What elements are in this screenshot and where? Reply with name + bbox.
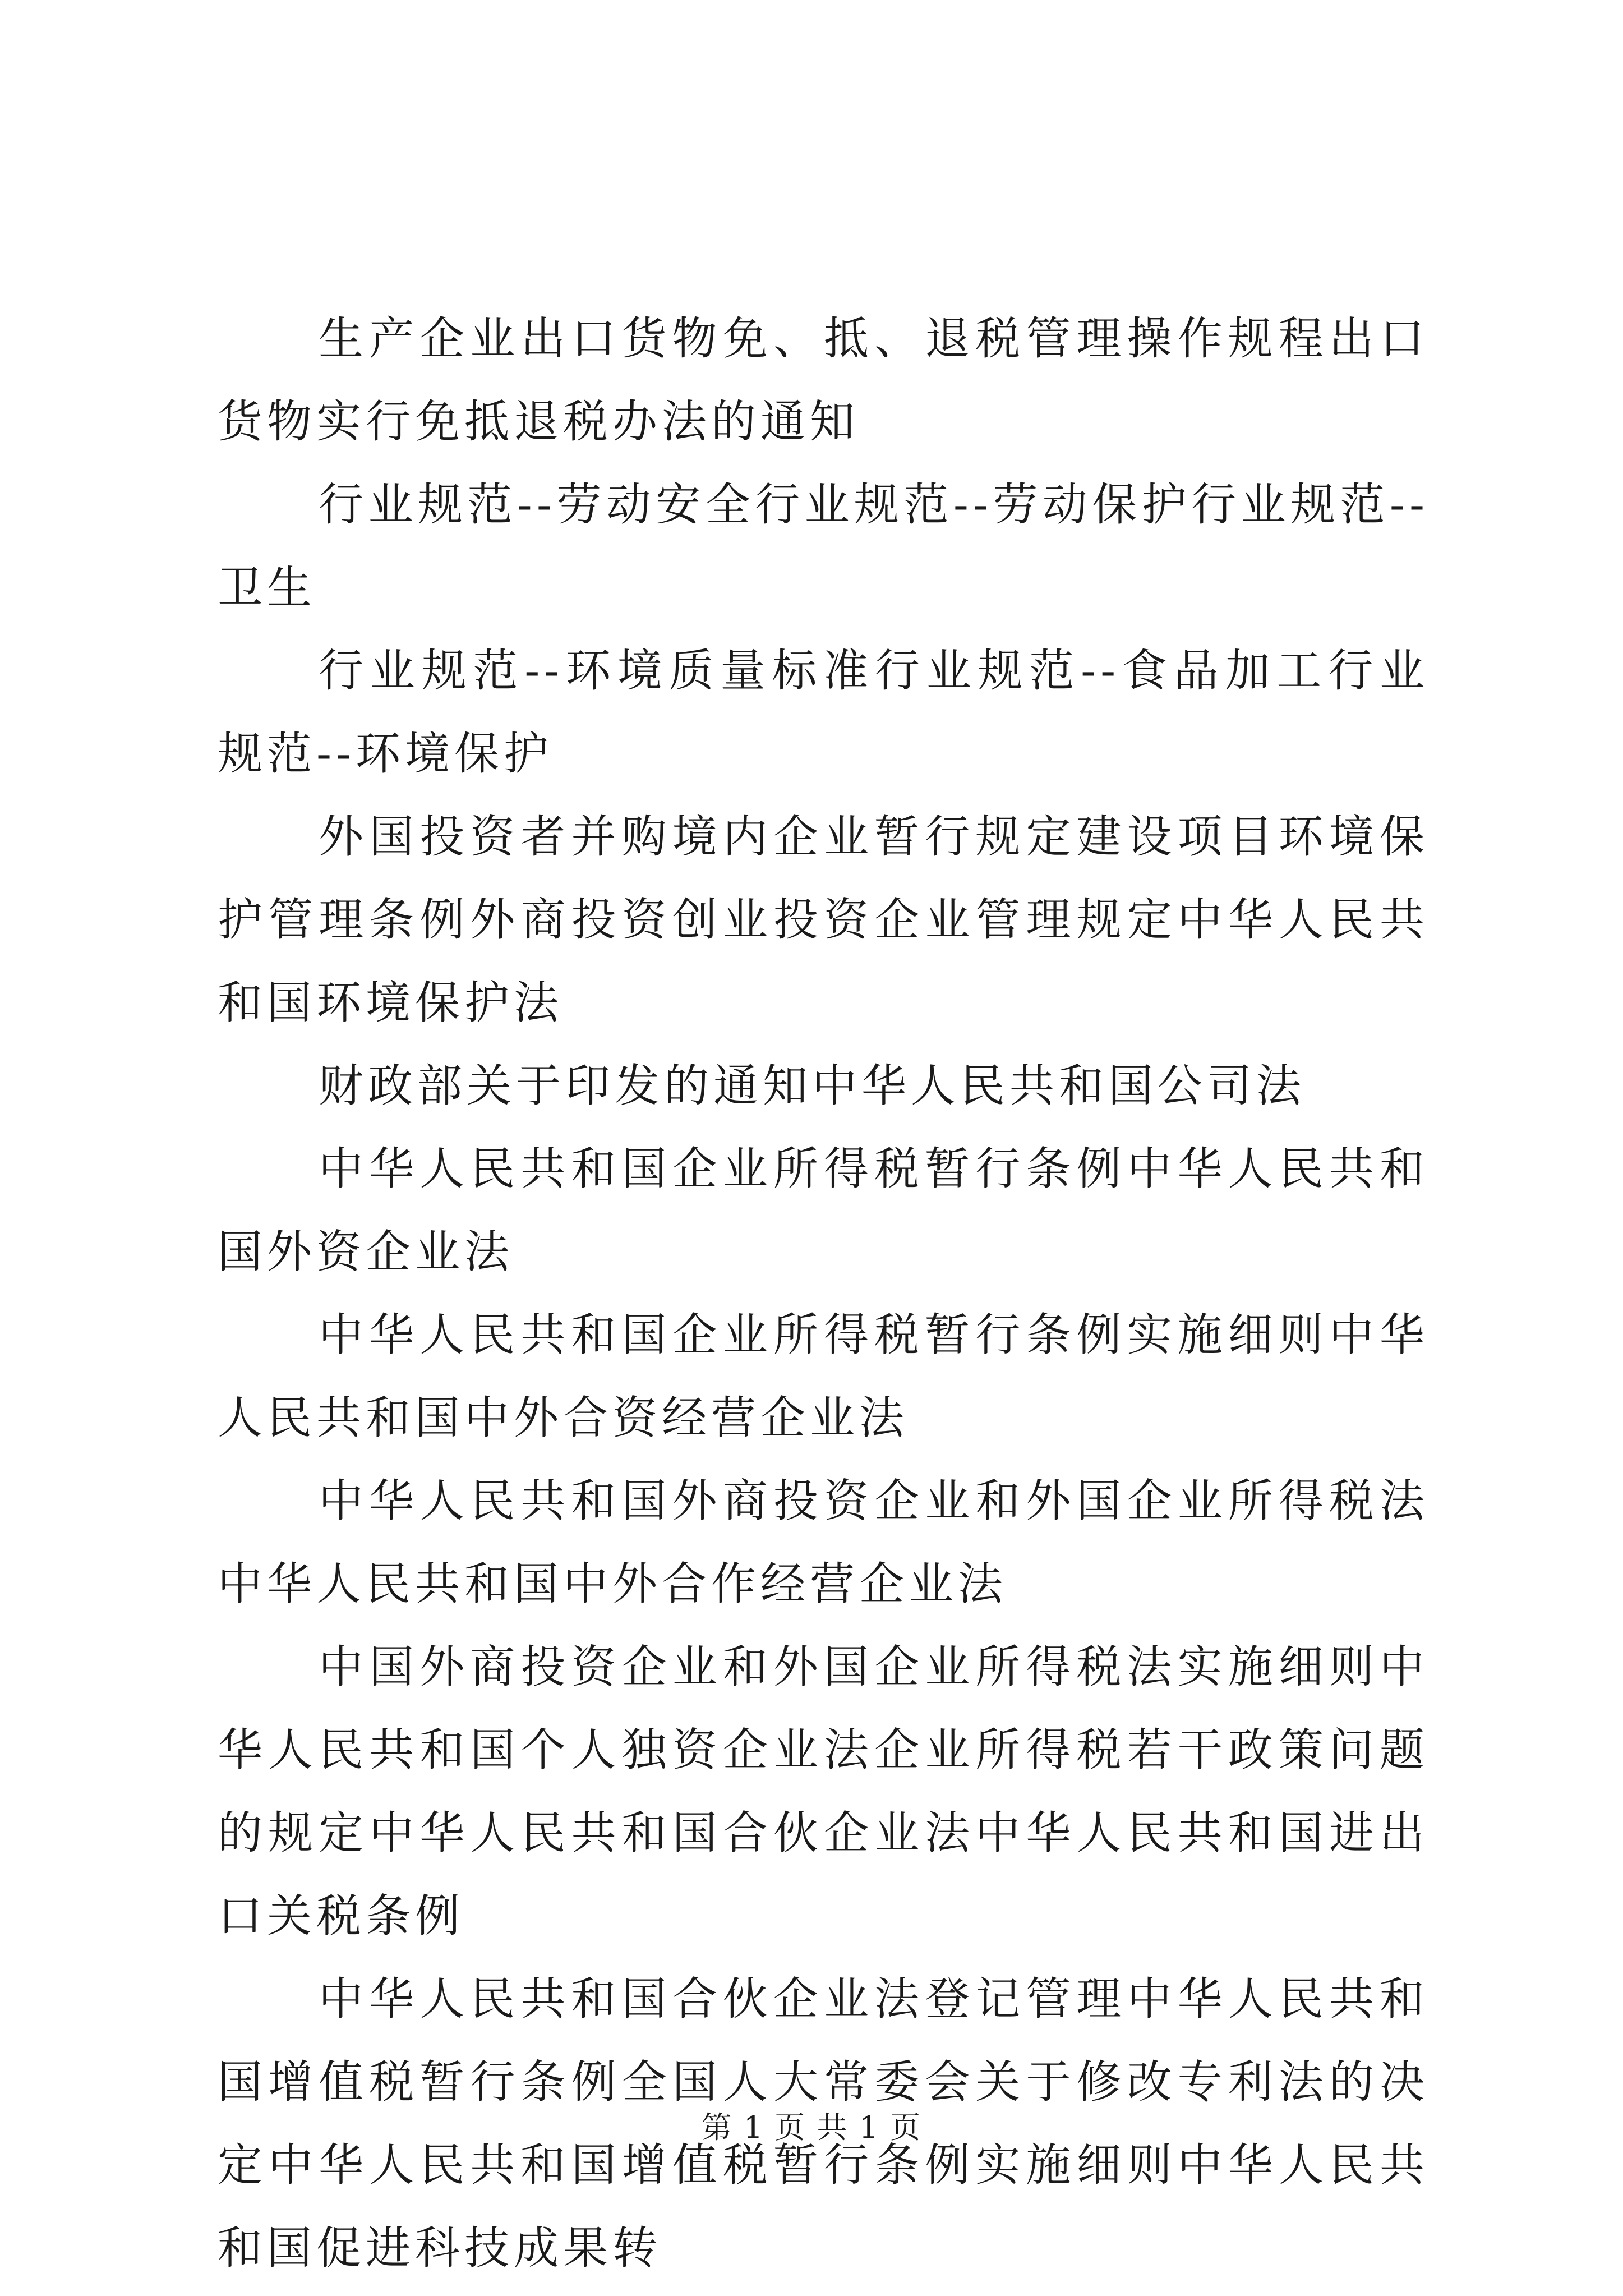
- page-footer: 第 1 页 共 1 页: [701, 2110, 922, 2145]
- paragraph-3: 行业规范--环境质量标准行业规范--食品加工行业规范--环境保护: [218, 645, 1429, 780]
- paragraph-1: 生产企业出口货物免、抵、退税管理操作规程出口货物实行免抵退税办法的通知: [218, 312, 1429, 448]
- paragraph-5: 财政部关于印发的通知中华人民共和国公司法: [319, 1060, 1306, 1112]
- paragraph-2: 行业规范--劳动安全行业规范--劳动保护行业规范--卫生: [218, 478, 1429, 614]
- paragraph-8: 中华人民共和国外商投资企业和外国企业所得税法中华人民共和国中外合作经营企业法: [218, 1475, 1429, 1610]
- paragraph-9: 中国外商投资企业和外国企业所得税法实施细则中华人民共和国个人独资企业法企业所得税若干政策问题的规定中华人民共和国合伙企业法中华人民共和国进出口关税条例: [218, 1641, 1429, 1942]
- paragraph-6: 中华人民共和国企业所得税暂行条例中华人民共和国外资企业法: [218, 1143, 1429, 1278]
- paragraph-7: 中华人民共和国企业所得税暂行条例实施细则中华人民共和国中外合资经营企业法: [218, 1309, 1429, 1444]
- paragraph-4: 外国投资者并购境内企业暂行规定建设项目环境保护管理条例外商投资创业投资企业管理规定中华人民共和国环境保护法: [218, 811, 1429, 1029]
- document-body: [218, 297, 1429, 2290]
- paragraph-10: 中华人民共和国合伙企业法登记管理中华人民共和国增值税暂行条例全国人大常委会关于修改专利法的决定中华人民共和国增值税暂行条例实施细则中华人民共和国促进科技成果转: [218, 1973, 1429, 2274]
